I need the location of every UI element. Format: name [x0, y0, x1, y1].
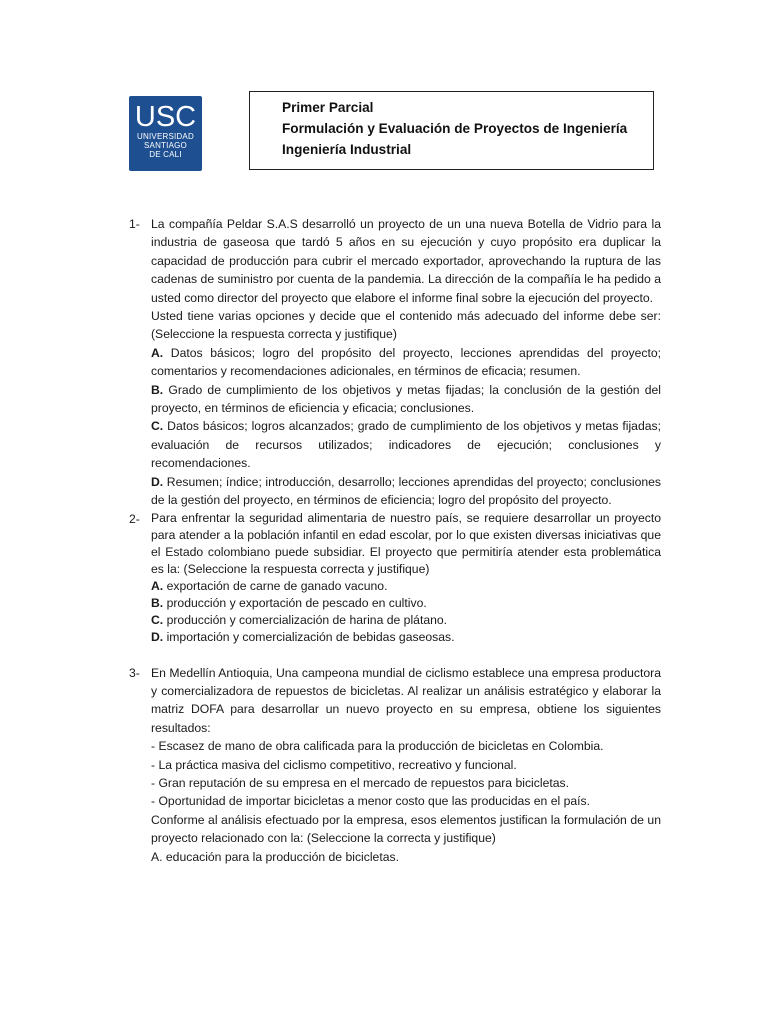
question-instruction: Conforme al análisis efectuado por la empresa, esos elementos justifican la formulación de un proyecto relacionado con la: (Seleccione la correcta y justifique) [151, 812, 661, 846]
option-text: Datos básicos; logro del propósito del proyecto, lecciones aprendidas del proyecto; comentarios y recomendaciones adicionales, en términos de eficacia; resumen. [151, 345, 661, 379]
question-statement: En Medellín Antioquia, Una campeona mundial de ciclismo establece una empresa productora y comercializadora de repuestos de bicicletas. Al realizar un análisis estratégico y elaborar la matriz DOFA para desarrollar un nuevo proyecto en su empresa, obtiene los siguientes resultados: [151, 665, 661, 735]
option-text: importación y comercialización de bebidas gaseosas. [163, 629, 455, 644]
logo-main-text: USC [134, 101, 197, 133]
logo-line-1: UNIVERSIDAD [137, 132, 194, 141]
option-text: producción y comercialización de harina de plátano. [163, 612, 448, 627]
logo-line-3: DE CALI [149, 150, 182, 159]
option-c [151, 612, 661, 629]
question-number: 3- [129, 665, 140, 680]
dofa-item: - Escasez de mano de obra calificada para la producción de bicicletas en Colombia. [151, 739, 604, 754]
option-a [151, 344, 661, 381]
option-b [151, 595, 661, 612]
option-c [151, 417, 661, 472]
option-letter: B. [151, 382, 164, 397]
question-number: 1- [129, 217, 140, 231]
dofa-item: - La práctica masiva del ciclismo competitivo, recreativo y funcional. [151, 757, 517, 772]
option-d [151, 629, 661, 646]
question-body [151, 664, 661, 866]
option-text: Grado de cumplimiento de los objetivos y metas fijadas; la conclusión de la gestión del proyecto, en términos de eficiencia y eficacia; conclusiones. [151, 382, 661, 416]
question-body [151, 510, 661, 646]
exam-title: Primer Parcial [282, 100, 374, 115]
option-letter: D. [151, 629, 164, 644]
usc-logo [129, 96, 202, 171]
option-letter: A. [151, 345, 164, 360]
option-a [151, 578, 661, 595]
option-letter: A. [151, 578, 164, 593]
logo-line-2: SANTIAGO [144, 141, 187, 150]
dofa-item: - Gran reputación de su empresa en el mercado de repuestos para bicicletas. [151, 775, 569, 790]
option-b [151, 381, 661, 418]
course-name: Formulación y Evaluación de Proyectos de Ingeniería [282, 121, 628, 136]
questions [129, 215, 661, 866]
option-letter: C. [151, 612, 164, 627]
option-text: Datos básicos; logros alcanzados; grado de cumplimiento de los objetivos y metas fijadas; evaluación de recursos utilizados; indicadores de ejecución; conclusiones y recomendaciones. [151, 419, 661, 471]
question-statement: La compañía Peldar S.A.S desarrolló un proyecto de un una nueva Botella de Vidrio para la industria de gaseosa que tardó 5 años en su ejecución y cuyo propósito era duplicar la capacidad de producción para cubrir el mercado exportador, aprovechando la ruptura de las cadenas de suministro por cuenta de la pandemia. La dirección de la compañía le ha pedido a usted como director del proyecto que elabore el informe final sobre la ejecución del proyecto. [151, 217, 661, 305]
program-name: Ingeniería Industrial [282, 142, 412, 157]
option-text: exportación de carne de ganado vacuno. [163, 578, 388, 593]
dofa-item: - Oportunidad de importar bicicletas a menor costo que las producidas en el país. [151, 794, 590, 809]
option-a: A. educación para la producción de bicicletas. [151, 849, 399, 864]
option-text: producción y exportación de pescado en cultivo. [163, 595, 427, 610]
option-letter: C. [151, 419, 164, 434]
question-statement: Para enfrentar la seguridad alimentaria de nuestro país, se requiere desarrollar un proyecto para atender a la población infantil en edad escolar, por lo que existen diversas iniciativas que el Estado colombiano puede subsidiar. El proyecto que permitiría atender esta problemática es la: (Seleccione la respuesta correcta y justifique) [151, 510, 661, 576]
question-body [151, 215, 661, 510]
question-number: 2- [129, 511, 140, 526]
option-letter: D. [151, 474, 164, 489]
question-3 [129, 664, 661, 866]
option-text: Resumen; índice; introducción, desarrollo; lecciones aprendidas del proyecto; conclusiones de la gestión del proyecto, en términos de eficiencia; logro del propósito del proyecto. [151, 474, 661, 508]
option-d [151, 473, 661, 510]
exam-header [249, 91, 654, 170]
option-letter: B. [151, 595, 164, 610]
question-1 [129, 215, 661, 510]
question-instruction: Usted tiene varias opciones y decide que el contenido más adecuado del informe debe ser: (Seleccione la respuesta correcta y justifique) [151, 309, 661, 342]
question-2 [129, 510, 661, 646]
